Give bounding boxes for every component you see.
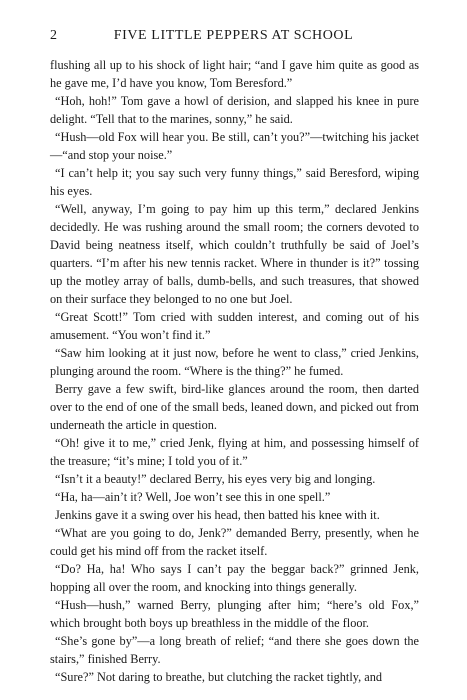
paragraph: “Oh! give it to me,” cried Jenk, flying at him, and possessing himself of the treasure; “it’s mine; I told you of it.” — [50, 436, 419, 468]
paragraph: “Saw him looking at it just now, before he went to class,” cried Jenkins, plunging around the room. “Where is the thing?” he fumed. — [50, 346, 419, 378]
running-head: FIVE LITTLE PEPPERS AT SCHOOL — [113, 28, 354, 43]
paragraph: “She’s gone by”—a long breath of relief; “and there she goes down the stairs,” finished Berry. — [50, 634, 419, 666]
paragraph: Jenkins gave it a swing over his head, then batted his knee with it. — [55, 508, 380, 522]
paragraph: “Hush—old Fox will hear you. Be still, can’t you?”—twitching his jacket—“and stop your noise.” — [50, 130, 419, 162]
paragraph: “Well, anyway, I’m going to pay him up this term,” declared Jenkins decidedly. He was rushing around the small room; the corners devoted to David being neatness itself, which couldn’t truthfully be said of Joel’s quarters. “I’m after his new tennis racket. Where in thunder is it?” tossing up the motley array of balls, dumb-bells, and such treasures, that showed on their surface they belonged to no one but Joel. — [50, 202, 419, 306]
paragraph: “Ha, ha—ain’t it? Well, Joe won’t see this in one spell.” — [55, 490, 331, 504]
paragraph: “What are you going to do, Jenk?” demanded Berry, presently, when he could get his mind off from the racket itself. — [50, 526, 419, 558]
paragraph: “Do? Ha, ha! Who says I can’t pay the beggar back?” grinned Jenk, hopping all over the room, and knocking into things generally. — [50, 562, 419, 594]
paragraph: Berry gave a few swift, bird-like glances around the room, then darted over to the end of one of the small beds, leaned down, and picked out from underneath the article in question. — [50, 382, 419, 432]
paragraph: “Great Scott!” Tom cried with sudden interest, and coming out of his amusement. “You won’t find it.” — [50, 310, 419, 342]
paragraph: “I can’t help it; you say such very funny things,” said Beresford, wiping his eyes. — [50, 166, 419, 198]
page-header — [50, 28, 417, 46]
paragraph: “Hoh, hoh!” Tom gave a howl of derision, and slapped his knee in pure delight. “Tell that to the marines, sonny,” he said. — [50, 94, 419, 126]
paragraph: “Hush—hush,” warned Berry, plunging after him; “here’s old Fox,” which brought both boys up breathless in the middle of the floor. — [50, 598, 419, 630]
paragraph: “Sure?” Not daring to breathe, but clutching the racket tightly, and — [55, 670, 383, 684]
body-text — [50, 56, 419, 686]
paragraph: flushing all up to his shock of light hair; “and I gave him quite as good as he gave me, I’d have you know, Tom Beresford.” — [50, 58, 419, 90]
page-number: 2 — [50, 28, 58, 43]
paragraph: “Isn’t it a beauty!” declared Berry, his eyes very big and longing. — [55, 472, 376, 486]
